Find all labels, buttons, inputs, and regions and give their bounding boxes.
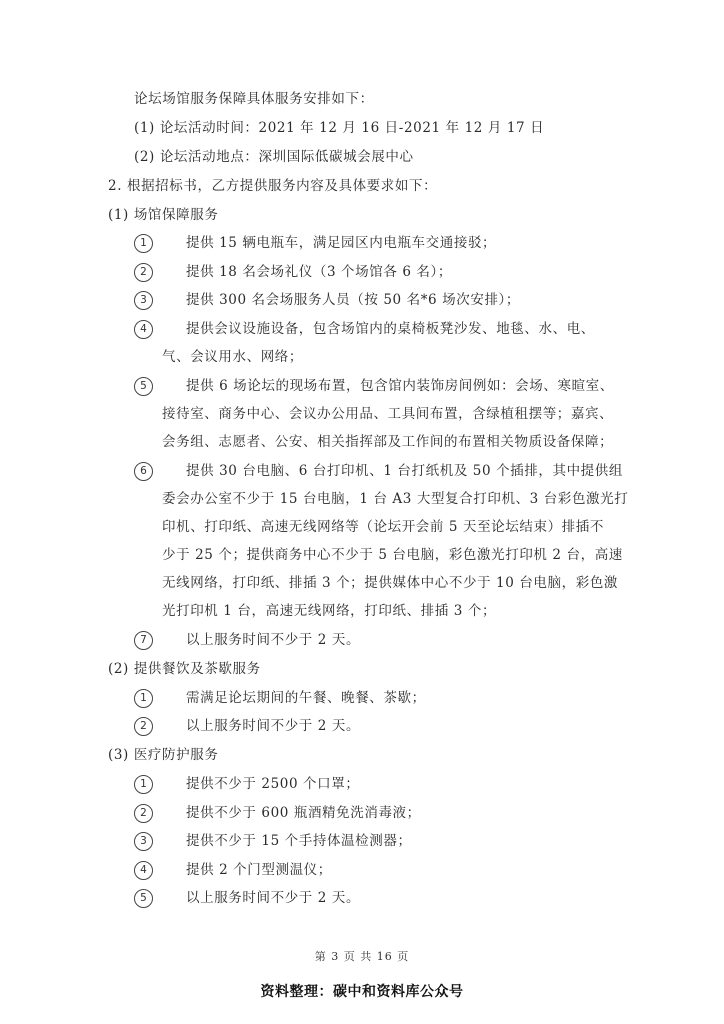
list-item-continued: 气、会议用水、网络； [162, 349, 303, 365]
forum-place: (2) 论坛活动地点：深圳国际低碳城会展中心 [134, 149, 414, 165]
list-item-continued: 委会办公室不少于 15 台电脑，1 台 A3 大型复合打印机、3 台彩色激光打 [162, 491, 629, 507]
list-item: 提供 6 场论坛的现场布置，包含馆内装饰房间例如：会场、寒暄室、 [186, 378, 614, 394]
list-item: 以上服务时间不少于 2 天。 [186, 632, 361, 648]
item-number-badge: 3 [134, 291, 153, 310]
item-number-badge: 4 [134, 320, 153, 339]
page-number: 第 3 页 共 16 页 [314, 950, 410, 963]
list-item: 提供不少于 15 个手持体温检测器； [186, 833, 412, 849]
item-number-badge: 7 [134, 631, 153, 650]
subsection-3-title: (3) 医疗防护服务 [108, 747, 219, 763]
item-number-badge: 5 [134, 377, 153, 396]
section-2-heading: 2. 根据招标书，乙方提供服务内容及具体要求如下： [108, 178, 438, 194]
list-item-continued: 光打印机 1 台，高速无线网络，打印纸、排插 3 个； [162, 603, 497, 619]
source-credit: 资料整理：碳中和资料库公众号 [260, 984, 464, 1000]
item-number-badge: 1 [134, 775, 153, 794]
list-item: 以上服务时间不少于 2 天。 [186, 718, 361, 734]
item-number-badge: 2 [134, 717, 153, 736]
item-number-badge: 2 [134, 804, 153, 823]
list-item: 提供会议设施设备，包含场馆内的桌椅板凳沙发、地毯、水、电、 [186, 321, 595, 337]
list-item: 提供不少于 600 瓶酒精免洗消毒液； [186, 805, 421, 821]
list-item: 提供 15 辆电瓶车，满足园区内电瓶车交通接驳； [186, 235, 497, 251]
list-item: 提供 300 名会场服务人员（按 50 名*6 场次安排）； [186, 292, 520, 308]
list-item: 提供 2 个门型测温仪； [186, 862, 332, 878]
item-number-badge: 1 [134, 234, 153, 253]
list-item-continued: 印机、打印纸、高速无线网络等（论坛开会前 5 天至论坛结束）排插不 [162, 519, 604, 535]
list-item-continued: 无线网络，打印纸、排插 3 个；提供媒体中心不少于 10 台电脑，彩色激 [162, 575, 619, 591]
list-item: 需满足论坛期间的午餐、晚餐、茶歇； [186, 690, 426, 706]
intro-heading: 论坛场馆服务保障具体服务安排如下： [134, 91, 374, 107]
forum-time: (1) 论坛活动时间：2021 年 12 月 16 日-2021 年 12 月 17 日 [134, 120, 545, 136]
list-item-continued: 接待室、商务中心、会议办公用品、工具间布置，含绿植租摆等；嘉宾、 [162, 406, 614, 422]
item-number-badge: 1 [134, 689, 153, 708]
list-item: 以上服务时间不少于 2 天。 [186, 890, 361, 906]
item-number-badge: 4 [134, 861, 153, 880]
list-item: 提供 18 名会场礼仪（3 个场馆各 6 名）； [186, 264, 452, 280]
list-item: 提供 30 台电脑、6 台打印机、1 台打纸机及 50 个插排，其中提供组 [186, 463, 623, 479]
list-item: 提供不少于 2500 个口罩； [186, 776, 360, 792]
list-item-continued: 少于 25 个；提供商务中心不少于 5 台电脑，彩色激光打印机 2 台，高速 [162, 547, 623, 563]
item-number-badge: 3 [134, 832, 153, 851]
item-number-badge: 6 [134, 462, 153, 481]
list-item-continued: 会务组、志愿者、公安、相关指挥部及工作间的布置相关物质设备保障； [162, 434, 614, 450]
item-number-badge: 2 [134, 263, 153, 282]
item-number-badge: 5 [134, 889, 153, 908]
subsection-2-title: (2) 提供餐饮及茶歇服务 [108, 661, 261, 677]
subsection-1-title: (1) 场馆保障服务 [108, 207, 219, 223]
